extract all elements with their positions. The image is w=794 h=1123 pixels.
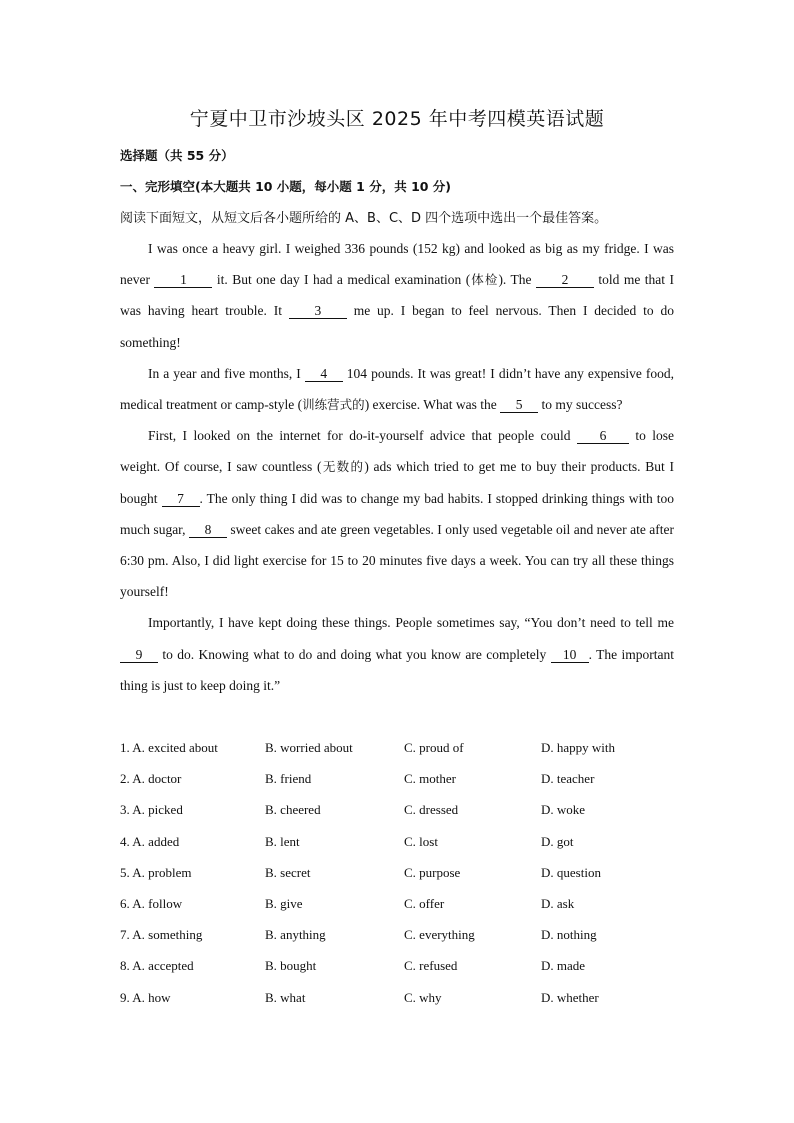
blank-4: 4 xyxy=(305,366,343,382)
option-a: 6. A. follow xyxy=(120,895,183,911)
page-title: 宁夏中卫市沙坡头区 2025 年中考四模英语试题 xyxy=(189,108,605,130)
blank-8: 8 xyxy=(189,522,227,538)
passage-text: me up. I began to feel nervous. Then I decided to do something! xyxy=(120,303,674,350)
passage-text: . The important thing is just to keep doing it.” xyxy=(120,646,674,693)
answer-options xyxy=(120,732,680,1013)
option-b: B. worried about xyxy=(265,740,353,755)
option-row-6 xyxy=(120,888,680,919)
option-d: D. teacher xyxy=(541,771,595,787)
option-c: C. why xyxy=(404,989,442,1005)
passage-text: First, I looked on the internet for do-it-yourself advice that people could xyxy=(148,428,577,444)
option-row-9 xyxy=(120,982,680,1013)
option-c: C. proud of xyxy=(404,740,464,755)
option-a: 4. A. added xyxy=(120,833,180,849)
option-b: B. bought xyxy=(265,958,317,974)
instruction-text: 阅读下面短文，从短文后各小题所给的 A、B、C、D 四个选项中选出一个最佳答案。 xyxy=(120,211,608,226)
paragraph-2 xyxy=(120,358,674,420)
option-b: B. secret xyxy=(265,864,311,880)
blank-6: 6 xyxy=(577,428,629,444)
option-row-1 xyxy=(120,732,680,763)
option-b: B. friend xyxy=(265,771,312,787)
passage-text: to do. Knowing what to do and doing what you know are completely xyxy=(158,646,551,662)
option-row-2 xyxy=(120,763,680,794)
passage-text: Importantly, I have kept doing these things. People sometimes say, “You don’t need to tell me xyxy=(148,615,674,631)
passage-text: ) exercise. What was the xyxy=(364,397,501,413)
option-b: B. cheered xyxy=(265,802,321,818)
option-c: C. refused xyxy=(404,958,458,974)
option-b: B. anything xyxy=(265,927,326,943)
option-d: D. made xyxy=(541,958,586,974)
blank-2: 2 xyxy=(536,272,594,288)
blank-3: 3 xyxy=(289,303,347,319)
blank-10: 10 xyxy=(551,647,589,663)
option-a: 8. A. accepted xyxy=(120,958,194,974)
chinese-gloss: 体检 xyxy=(470,272,499,288)
option-a: 3. A. picked xyxy=(120,802,183,818)
option-row-8 xyxy=(120,950,680,981)
option-row-4 xyxy=(120,826,680,857)
passage-text: ) ads which tried to get me to buy their products. But I bought xyxy=(120,459,674,506)
paragraph-4 xyxy=(120,607,674,701)
option-a: 7. A. something xyxy=(120,927,203,943)
option-d: D. nothing xyxy=(541,927,597,943)
option-b: B. give xyxy=(265,895,303,911)
passage-text: to my success? xyxy=(538,397,623,413)
option-c: C. purpose xyxy=(404,864,461,880)
option-a: 2. A. doctor xyxy=(120,771,182,787)
option-c: C. everything xyxy=(404,927,475,943)
option-row-5 xyxy=(120,857,680,888)
passage-text: 104 pounds. It was great! I didn’t have any expensive food, medical treatment or camp-style ( xyxy=(120,365,675,413)
chinese-gloss: 无数的 xyxy=(321,459,365,475)
option-c: C. lost xyxy=(404,833,438,849)
passage-text: to lose weight. Of course, I saw countless ( xyxy=(120,428,675,475)
option-a: 5. A. problem xyxy=(120,864,192,880)
paragraph-1 xyxy=(120,233,674,358)
passage-text: it. But one day I had a medical examination ( xyxy=(212,272,471,288)
blank-7: 7 xyxy=(162,491,200,507)
passage-text: sweet cakes and ate green vegetables. I only used vegetable oil and never ate after 6:30 pm. Also, I did light exercise for 15 to 20 minutes five days a week. You can try all these things yourself! xyxy=(120,521,674,600)
chinese-gloss: 训练营式的 xyxy=(302,397,365,413)
passage-text: ). The xyxy=(498,272,536,288)
blank-9: 9 xyxy=(120,647,158,663)
option-a: 1. A. excited about xyxy=(120,740,218,755)
option-d: D. whether xyxy=(541,989,599,1005)
option-c: C. dressed xyxy=(404,802,459,818)
option-c: C. offer xyxy=(404,895,445,911)
passage-text: In a year and five months, I xyxy=(148,365,305,381)
option-d: D. got xyxy=(541,833,574,849)
option-a: 9. A. how xyxy=(120,989,171,1005)
option-b: B. lent xyxy=(265,833,300,849)
option-d: D. happy with xyxy=(541,740,616,755)
option-d: D. ask xyxy=(541,895,575,911)
option-b: B. what xyxy=(265,989,306,1005)
part-heading: 一、完形填空(本大题共 10 小题，每小题 1 分，共 10 分) xyxy=(120,179,452,194)
paragraph-3 xyxy=(120,420,674,607)
option-d: D. woke xyxy=(541,802,586,818)
cloze-passage xyxy=(120,233,674,701)
blank-5: 5 xyxy=(500,397,538,413)
passage-text: I was once a heavy girl. I weighed 336 pounds (152 kg) and looked as big as my fridge. I was never xyxy=(120,241,674,288)
option-row-3 xyxy=(120,794,680,825)
passage-text: told me that I was having heart trouble. It xyxy=(120,272,674,319)
section-label: 选择题（共 55 分） xyxy=(120,148,234,163)
option-c: C. mother xyxy=(404,771,456,787)
blank-1: 1 xyxy=(154,272,212,288)
option-row-7 xyxy=(120,919,680,950)
passage-text: . The only thing I did was to change my bad habits. I stopped drinking things with too much sugar, xyxy=(120,490,674,537)
option-d: D. question xyxy=(541,864,601,880)
